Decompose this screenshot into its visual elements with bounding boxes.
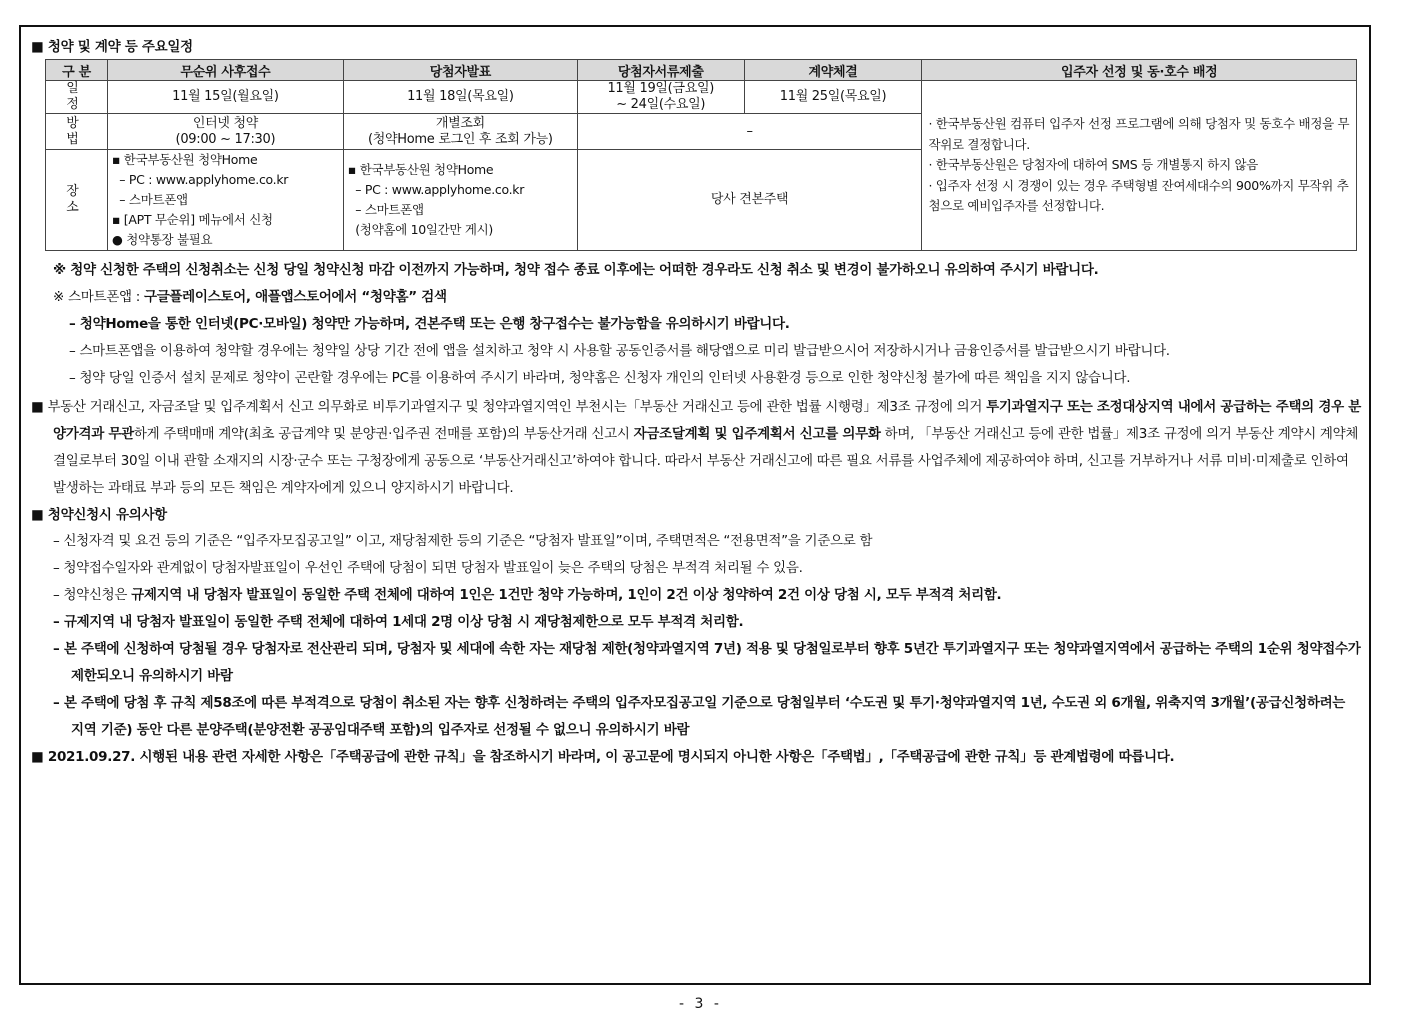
date-documents [577, 81, 744, 114]
method-announcement [343, 114, 577, 150]
realestate-bold-1: 투기과열지구 또는 조정대상지역 내에서 공급하는 주택의 경우 분양가격과 무관 [53, 399, 1361, 442]
page-number: - 3 - [679, 996, 722, 1012]
caution-title: ■ 청약신청시 유의사항 [31, 507, 167, 523]
place-application-line: ● 청약통장 불필요 [111, 232, 213, 247]
app-note-search: 구글플레이스토어, 애플앱스토어에서 “청약홈” 검색 [143, 289, 447, 305]
caution-item-3-bold: 규제지역 내 당첨자 발표일이 동일한 주택 전체에 대하여 1인은 1건만 청약 가능하며, 1인이 2건 이상 청약하여 2건 이상 당첨 시, 모두 부적격 처리함. [131, 587, 1002, 603]
final-note: ■ 2021.09.27. 시행된 내용 관련 자세한 사항은「주택공급에 관한 규칙」을 참조하시기 바라며, 이 공고문에 명시되지 아니한 사항은「주택법」,「주택공급에 관한 규칙」등 관계법령에 따릅니다. [31, 749, 1175, 765]
caution-item-3 [53, 582, 1361, 609]
header-document-submission: 당첨자서류제출 [577, 60, 744, 81]
app-item-2: – 스마트폰앱을 이용하여 청약할 경우에는 청약일 상당 기간 전에 앱을 설치하고 청약 시 사용할 공동인증서를 해당앱으로 미리 발급받으시어 저장하시거나 금융인증서를 발급받으시기 바랍니다. [69, 343, 1170, 359]
place-announcement-line: – 스마트폰앱 [347, 202, 424, 217]
date-application: 11월 15일(월요일) [107, 81, 343, 114]
document-content [31, 37, 1361, 771]
header-category: 구 분 [46, 60, 108, 81]
place-announcement [343, 150, 577, 251]
method-announcement-detail: (청약Home 로그인 후 조회 가능) [368, 131, 553, 147]
place-announcement-line: – PC : www.applyhome.co.kr [347, 182, 525, 197]
app-note-prefix: ※ 스마트폰앱 : [53, 289, 144, 305]
place-application-line: ▪ [APT 무순위] 메뉴에서 신청 [111, 212, 273, 227]
caution-item-6: – 본 주택에 당첨 후 규칙 제58조에 따른 부적격으로 당첨이 취소된 자는 향후 신청하려는 주택의 입주자모집공고일 기준으로 당첨일부터 ‘수도권 및 투기·청약과열지역 1년, 수도권 외 6개월, 위축지역 3개월’(공급신청하려는 지역 기준) 동안 다른 분양주택(분양전환 공공임대주택 포함)의 입주자로 선정될 수 없으니 유의하시기 바람 [53, 695, 1346, 738]
selection-note-1: · 한국부동산원 컴퓨터 입주자 선정 프로그램에 의해 당첨자 및 동호수 배정을 무작위로 결정합니다. [928, 116, 1350, 152]
method-application-hours: (09:00 ~ 17:30) [175, 131, 276, 147]
method-documents-contract: – [577, 114, 922, 150]
caution-item-3-prefix: – 청약신청은 [53, 587, 132, 603]
header-unranked-post-application: 무순위 사후접수 [107, 60, 343, 81]
caution-item-1: – 신청자격 및 요건 등의 기준은 “입주자모집공고일” 이고, 재당첨제한 등의 기준은 “당첨자 발표일”이며, 주택면적은 “전용면적”을 기준으로 함 [53, 533, 873, 549]
header-contract: 계약체결 [744, 60, 922, 81]
realestate-bold-2: 자금조달계획 및 입주계획서 신고를 의무화 [633, 426, 881, 442]
document-frame [19, 25, 1371, 985]
method-application [107, 114, 343, 150]
cancel-note: ※ 청약 신청한 주택의 신청취소는 신청 당일 청약신청 마감 이전까지 가능하며, 청약 접수 종료 이후에는 어떠한 경우라도 신청 취소 및 변경이 불가하오니 유의하여 주시기 바랍니다. [53, 262, 1099, 278]
row-label-date: 일 정 [46, 81, 108, 114]
caution-item-2: – 청약접수일자와 관계없이 당첨자발표일이 우선인 주택에 당첨이 되면 당첨자 발표일이 늦은 주택의 당첨은 부적격 처리될 수 있음. [53, 560, 803, 576]
method-application-type: 인터넷 청약 [192, 115, 258, 131]
place-application-line: – PC : www.applyhome.co.kr [111, 172, 289, 187]
app-note [53, 284, 1361, 311]
date-contract: 11월 25일(목요일) [744, 81, 922, 114]
header-resident-selection: 입주자 선정 및 동·호수 배정 [922, 60, 1357, 81]
place-announcement-line: (청약홈에 10일간만 게시) [347, 222, 494, 237]
date-documents-start: 11월 19일(금요일) [607, 81, 714, 96]
realestate-text-2: 하게 주택매매 계약(최초 공급계약 및 분양권·입주권 전매를 포함)의 부동산거래 신고시 [133, 426, 634, 442]
place-announcement-line: ▪ 한국부동산원 청약Home [347, 162, 494, 177]
method-announcement-type: 개별조회 [435, 115, 485, 131]
realestate-report-notice [31, 394, 1361, 502]
place-application [107, 150, 343, 251]
selection-notes [922, 81, 1357, 251]
schedule-row-date [46, 81, 1357, 114]
app-item-1: – 청약Home을 통한 인터넷(PC·모바일) 청약만 가능하며, 견본주택 또는 은행 창구접수는 불가능함을 유의하시기 바랍니다. [69, 316, 790, 332]
schedule-header-row [46, 60, 1357, 81]
header-winner-announcement: 당첨자발표 [343, 60, 577, 81]
row-label-place: 장 소 [46, 150, 108, 251]
place-model-house: 당사 견본주택 [577, 150, 922, 251]
realestate-text-1: ■ 부동산 거래신고, 자금조달 및 입주계획서 신고 의무화로 비투기과열지구 및 청약과열지역인 부천시는「부동산 거래신고 등에 관한 법률 시행령」제3조 규정에 의거 [31, 399, 987, 415]
app-item-3: – 청약 당일 인증서 설치 문제로 청약이 곤란할 경우에는 PC를 이용하여 주시기 바라며, 청약홈은 신청자 개인의 인터넷 사용환경 등으로 인한 청약신청 불가에 따른 책임을 지지 않습니다. [69, 370, 1131, 386]
realestate-text-3: 하며, 「부동산 거래신고 등에 관한 법률」제3조 규정에 의거 부동산 계약시 계약체결일로부터 30일 이내 관할 소재지의 시장·군수 또는 구청장에게 공동으로 ‘부동산거래신고’하여야 합니다. 따라서 부동산 거래신고에 따른 필요 서류를 사업주체에 제공하여야 하며, 신고를 거부하거나 서류 미비·미제출로 인하여 발생하는 과태료 부과 등의 모든 책임은 계약자에게 있으니 양지하시기 바랍니다. [53, 426, 1359, 496]
selection-note-2: · 한국부동산원은 당첨자에 대하여 SMS 등 개별통지 하지 않음 [928, 157, 1259, 173]
place-application-line: ▪ 한국부동산원 청약Home [111, 152, 258, 167]
caution-item-5: – 본 주택에 신청하여 당첨될 경우 당첨자로 전산관리 되며, 당첨자 및 세대에 속한 자는 재당첨 제한(청약과열지역 7년) 적용 및 당첨일로부터 향후 5년간 투기과열지구 또는 청약과열지역에서 공급하는 주택의 1순위 청약접수가 제한되오니 유의하시기 바람 [53, 641, 1361, 684]
selection-note-3: · 입주자 선정 시 경쟁이 있는 경우 주택형별 잔여세대수의 900%까지 무작위 추첨으로 예비입주자를 선정합니다. [928, 177, 1349, 214]
row-label-method: 방 법 [46, 114, 108, 150]
schedule-table [45, 59, 1357, 251]
place-application-line: – 스마트폰앱 [111, 192, 188, 207]
schedule-title: ■ 청약 및 계약 등 주요일정 [31, 39, 193, 55]
date-documents-end: ~ 24일(수요일) [616, 97, 706, 112]
date-announcement: 11월 18일(목요일) [343, 81, 577, 114]
caution-item-4: – 규제지역 내 당첨자 발표일이 동일한 주택 전체에 대하여 1세대 2명 이상 당첨 시 재당첨제한으로 모두 부적격 처리함. [53, 614, 744, 630]
